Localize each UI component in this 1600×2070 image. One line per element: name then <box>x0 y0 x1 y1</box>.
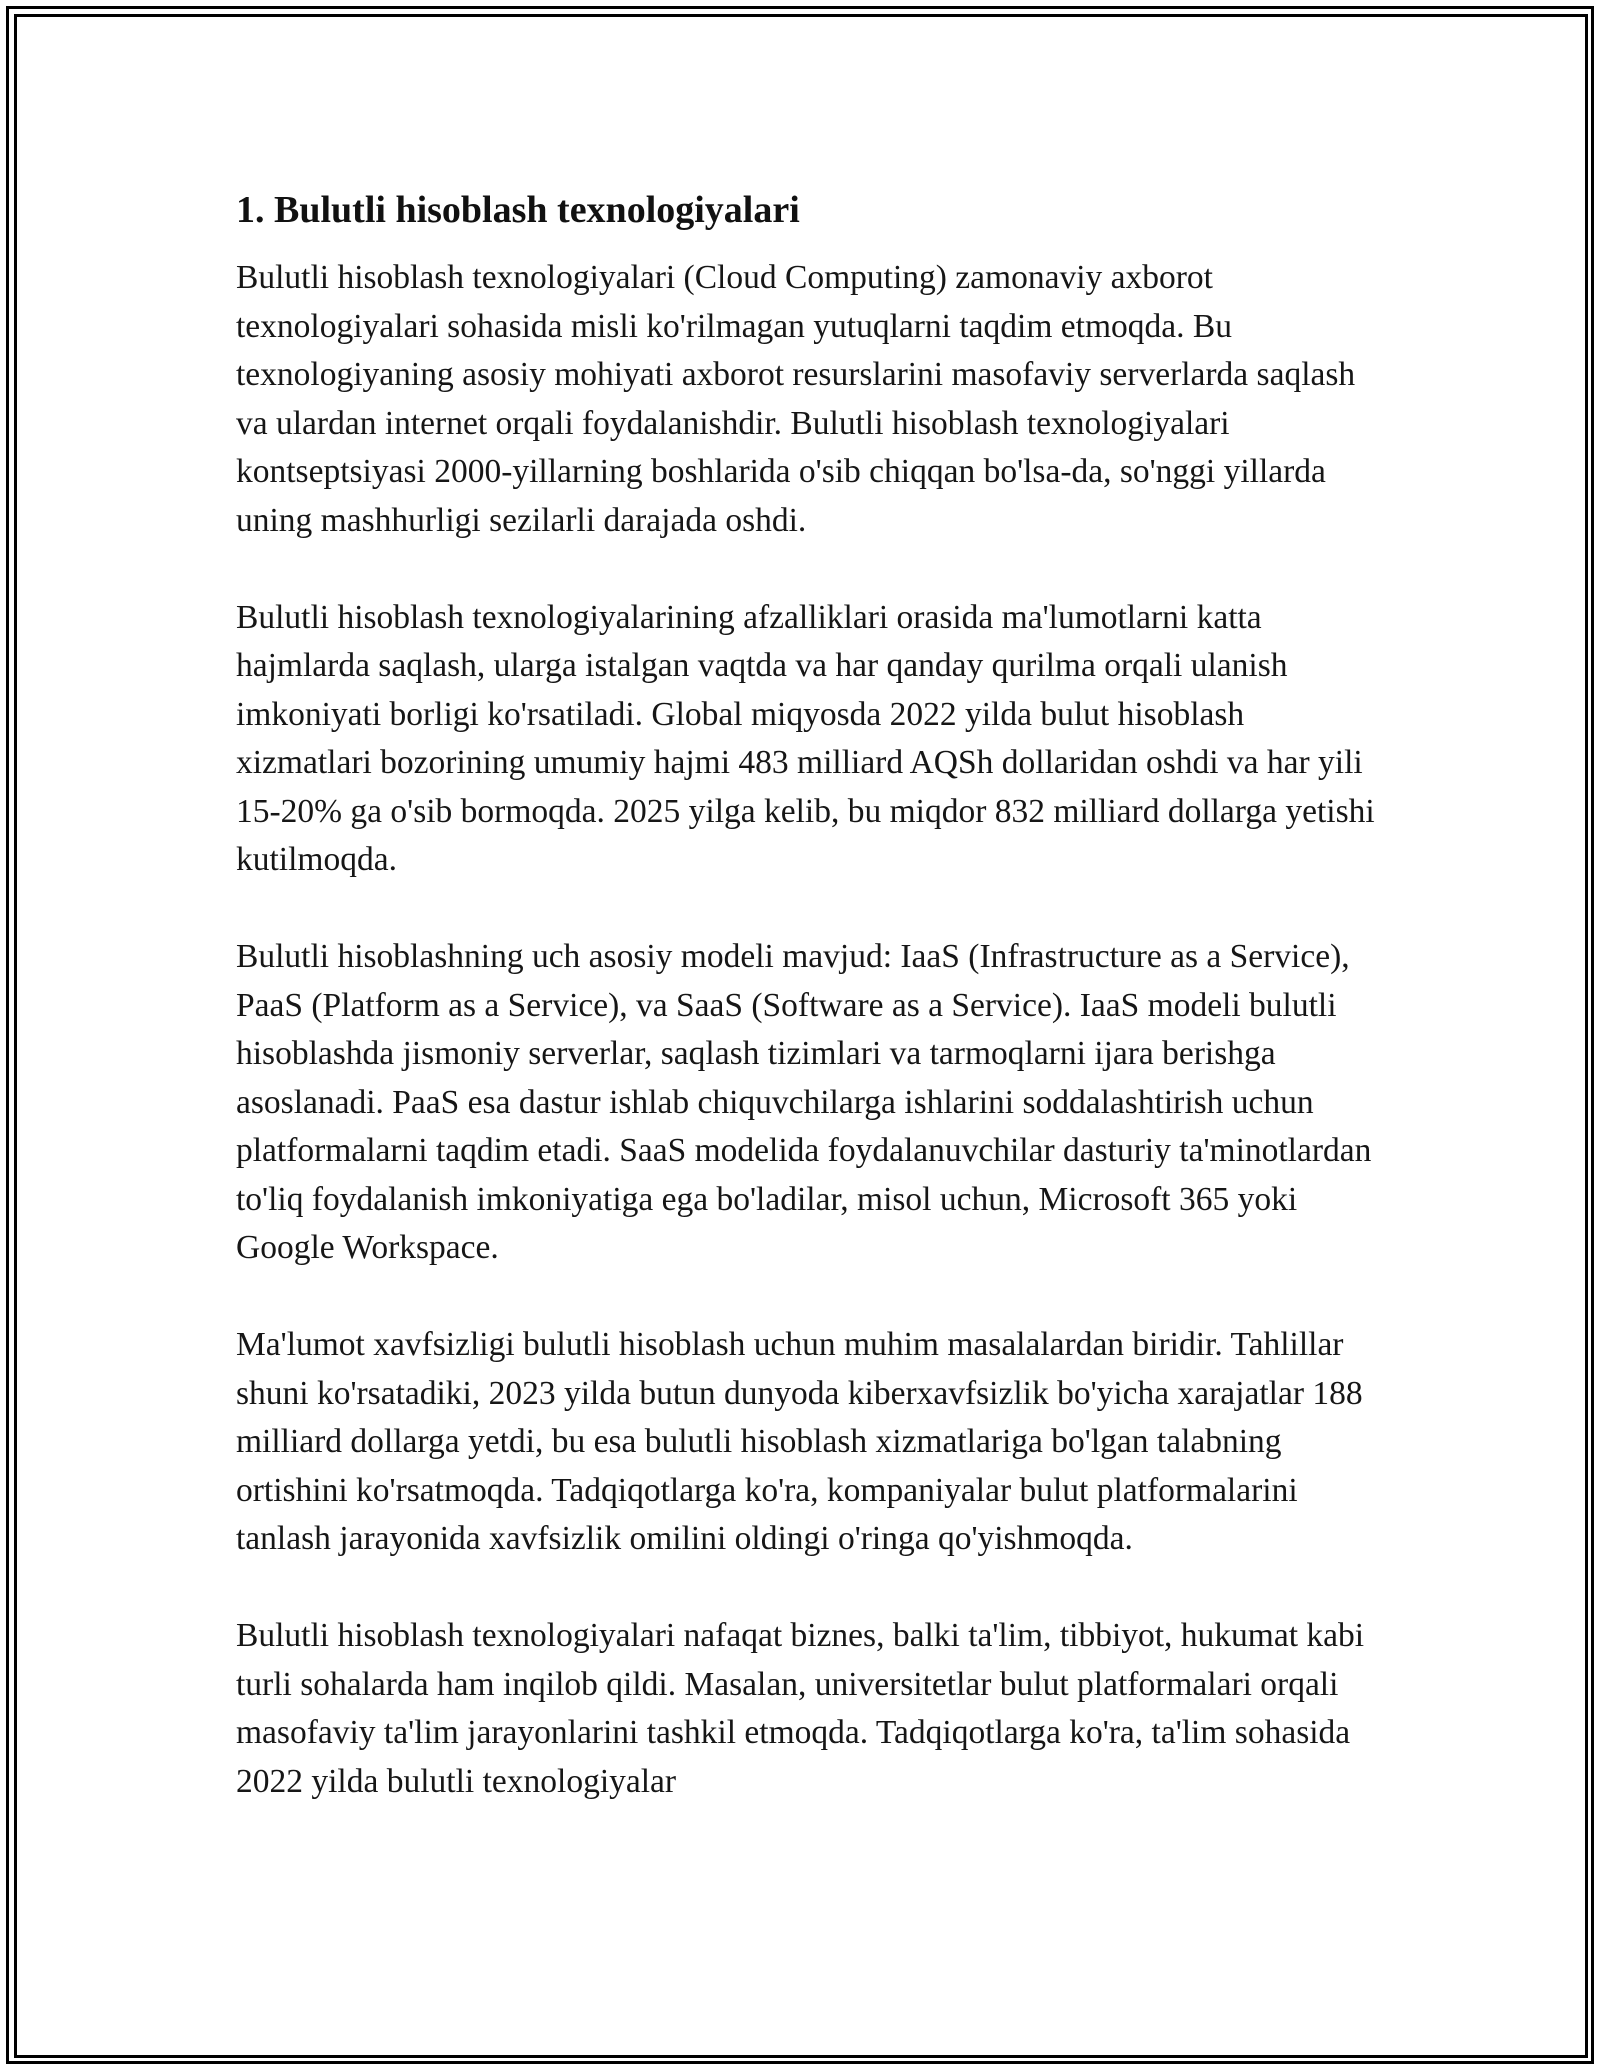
paragraph-security: Ma'lumot xavfsizligi bulutli hisoblash uchun muhim masalalardan biridir. Tahlillar shuni ko'rsatadiki, 2023 yilda butun dunyoda kiberxavfsizlik bo'yicha xarajatlar 188 milliard dollarga yetdi, bu esa bulutli hisoblash xizmatlariga bo'lgan talabning ortishini ko'rsatmoqda. Tadqiqotlarga ko'ra, kompaniyalar bulut platformalarini tanlash jarayonida xavfsizlik omilini oldingi o'ringa qo'yishmoqda. <box>236 1326 1363 1557</box>
paragraph-sectors: Bulutli hisoblash texnologiyalari nafaqat biznes, balki ta'lim, tibbiyot, hukumat kabi turli sohalarda ham inqilob qildi. Masalan, universitetlar bulut platformalari orqali masofaviy ta'lim jarayonlarini tashkil etmoqda. Tadqiqotlarga ko'ra, ta'lim sohasida 2022 yilda bulutli texnologiyalar <box>236 1617 1365 1800</box>
document-body <box>236 186 1376 1855</box>
section-heading: 1. Bulutli hisoblash texnologiyalari <box>236 189 800 231</box>
paragraph-service-models: Bulutli hisoblashning uch asosiy modeli mavjud: IaaS (Infrastructure as a Service), PaaS (Platform as a Service), va SaaS (Software as a Service). IaaS modeli bulutli hisoblashda jismoniy serverlar, saqlash tizimlari va tarmoqlarni ijara berishga asoslanadi. PaaS esa dastur ishlab chiquvchilarga ishlarini soddalashtirish uchun platformalarni taqdim etadi. SaaS modelida foydalanuvchilar dasturiy ta'minotlardan to'liq foydalanish imkoniyatiga ega bo'ladilar, misol uchun, Microsoft 365 yoki Google Workspace. <box>236 938 1372 1266</box>
paragraph-advantages: Bulutli hisoblash texnologiyalarining afzalliklari orasida ma'lumotlarni katta hajmlarda saqlash, ularga istalgan vaqtda va har qanday qurilma orqali ulanish imkoniyati borligi ko'rsatiladi. Global miqyosda 2022 yilda bulut hisoblash xizmatlari bozorining umumiy hajmi 483 milliard AQSh dollaridan oshdi va har yili 15-20% ga o'sib bormoqda. 2025 yilga kelib, bu miqdor 832 milliard dollarga yetishi kutilmoqda. <box>236 598 1375 878</box>
paragraph-intro: Bulutli hisoblash texnologiyalari (Cloud Computing) zamonaviy axborot texnologiyalari sohasida misli ko'rilmagan yutuqlarni taqdim etmoqda. Bu texnologiyaning asosiy mohiyati axborot resurslarini masofaviy serverlarda saqlash va ulardan internet orqali foydalanishdir. Bulutli hisoblash texnologiyalari kontseptsiyasi 2000-yillarning boshlarida o'sib chiqqan bo'lsa-da, so'nggi yillarda uning mashhurligi sezilarli darajada oshdi. <box>236 259 1356 539</box>
